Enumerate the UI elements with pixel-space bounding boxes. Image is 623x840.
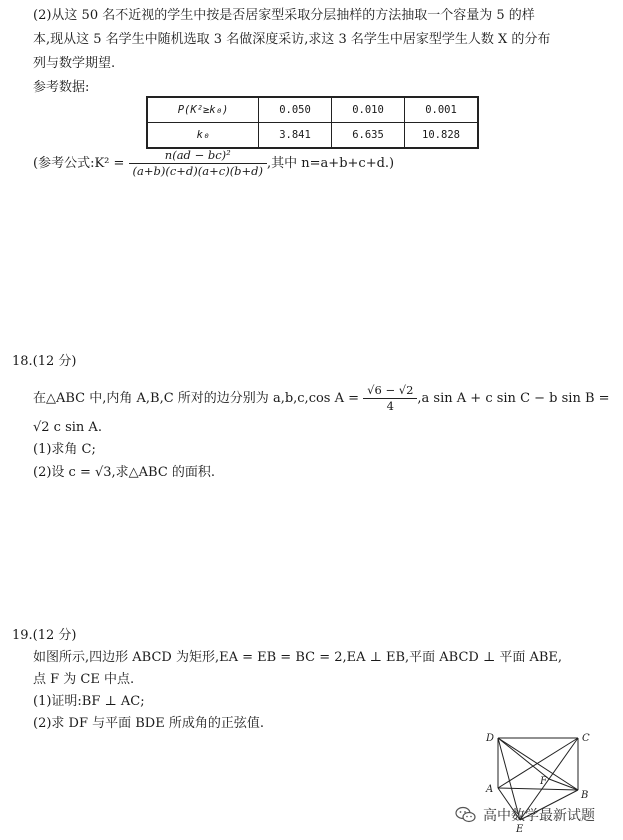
- q18-line1-a: 在△ABC 中,内角 A,B,C 所对的边分别为 a,b,c,cos A =: [33, 391, 360, 406]
- cos-numerator: √6 − √2: [363, 383, 417, 399]
- table-cell: 0.050: [259, 97, 332, 123]
- q18-line2: √2 c sin A.: [33, 420, 102, 435]
- table-cell: 0.001: [405, 97, 479, 123]
- label-a: A: [486, 784, 494, 795]
- table-cell: 10.828: [405, 123, 479, 149]
- formula-fraction: [129, 148, 267, 179]
- q17-part2-line2: 本,现从这 5 名学生中随机选取 3 名做深度采访,求这 3 名学生中居家型学生人数 X 的分布: [33, 32, 551, 47]
- cos-fraction: [363, 383, 417, 414]
- label-e: E: [516, 824, 524, 834]
- table-cell: 6.635: [332, 123, 405, 149]
- table-row-head: P(K²≥k₀): [147, 97, 259, 123]
- reference-formula: [33, 148, 394, 180]
- label-d: D: [486, 733, 495, 744]
- edge-df: [498, 738, 549, 779]
- q18-line1-b: ,a sin A + c sin C − b sin B =: [417, 391, 610, 406]
- wechat-icon: [455, 806, 477, 824]
- q18-part1: (1)求角 C;: [33, 442, 96, 457]
- formula-prefix: (参考公式:K² =: [33, 156, 125, 171]
- q19-part2: (2)求 DF 与平面 BDE 所成角的正弦值.: [33, 716, 264, 731]
- table-row: [147, 123, 478, 149]
- q19-line2: 点 F 为 CE 中点.: [33, 672, 135, 687]
- q18-line1: [33, 382, 610, 416]
- q19-line1: 如图所示,四边形 ABCD 为矩形,EA = EB = BC = 2,EA ⊥ EB,平面 ABCD ⊥ 平面 ABE,: [33, 650, 563, 665]
- formula-denominator: (a+b)(c+d)(a+c)(b+d): [132, 164, 264, 178]
- q18-part2: (2)设 c = √3,求△ABC 的面积.: [33, 465, 216, 480]
- q18-header: 18.(12 分): [12, 354, 77, 369]
- q17-part2-line3: 列与数学期望.: [33, 56, 116, 71]
- table-cell: 0.010: [332, 97, 405, 123]
- label-c: C: [582, 733, 590, 744]
- q19-header: 19.(12 分): [12, 628, 77, 643]
- watermark: [455, 805, 595, 825]
- watermark-text: 高中数学最新试题: [483, 808, 595, 824]
- table-row: [147, 97, 478, 123]
- reference-table: [146, 96, 479, 149]
- formula-suffix: ,其中 n=a+b+c+d.): [267, 156, 395, 171]
- table-cell: 3.841: [259, 123, 332, 149]
- q19-part1: (1)证明:BF ⊥ AC;: [33, 694, 145, 709]
- label-b: B: [581, 790, 589, 801]
- cos-denominator: 4: [386, 399, 394, 413]
- edge-ab: [498, 788, 578, 790]
- reference-data-label: 参考数据:: [33, 80, 90, 95]
- label-f: F: [540, 776, 547, 787]
- table-row-head: k₀: [147, 123, 259, 149]
- formula-numerator: n(ad − bc)²: [129, 148, 267, 164]
- q17-part2-line1: (2)从这 50 名不近视的学生中按是否居家型采取分层抽样的方法抽取一个容量为 5 的样: [33, 8, 535, 23]
